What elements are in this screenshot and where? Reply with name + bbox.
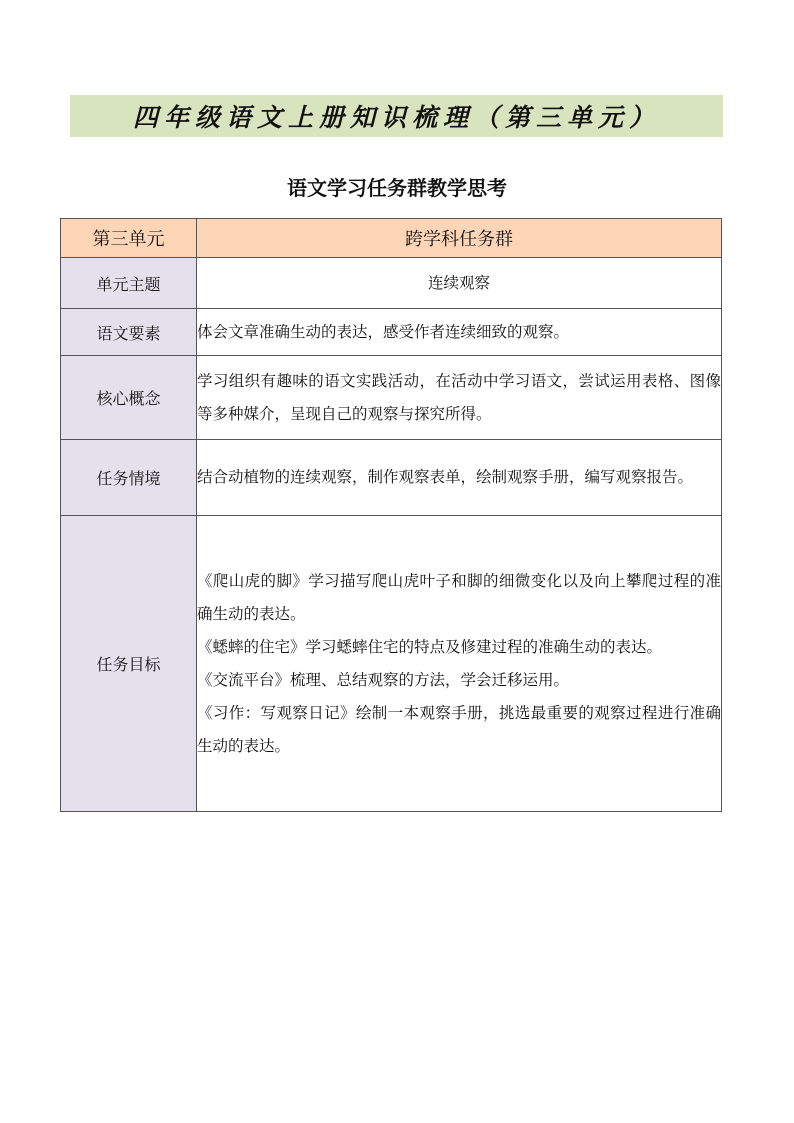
page-subtitle: 语文学习任务群教学思考 xyxy=(287,176,507,200)
theme-value: 连续观察 xyxy=(197,258,722,309)
task-table xyxy=(60,218,722,812)
theme-label: 单元主题 xyxy=(61,258,197,309)
situation-label: 任务情境 xyxy=(61,440,197,516)
element-value: 体会文章准确生动的表达，感受作者连续细致的观察。 xyxy=(197,309,722,356)
element-label: 语文要素 xyxy=(61,309,197,356)
goal-item: 《交流平台》梳理、总结观察的方法，学会迁移运用。 xyxy=(197,670,570,689)
table-row-element xyxy=(61,309,722,356)
table-row-concept xyxy=(61,356,722,440)
goal-item: 《蟋蟀的住宅》学习蟋蟀住宅的特点及修建过程的准确生动的表达。 xyxy=(197,637,663,656)
header-unit-label: 第三单元 xyxy=(61,219,197,258)
goals-label: 任务目标 xyxy=(61,516,197,812)
goals-list xyxy=(197,516,722,812)
concept-value: 学习组织有趣味的语文实践活动，在活动中学习语文，尝试运用表格、图像等多种媒介，呈现自己的观察与探究所得。 xyxy=(197,356,722,440)
goal-item: 《习作：写观察日记》绘制一本观察手册，挑选最重要的观察过程进行准确生动的表达。 xyxy=(197,703,721,755)
header-task-group: 跨学科任务群 xyxy=(197,219,722,258)
banner-title: 四年级语文上册知识梳理（第三单元） xyxy=(70,95,723,137)
table-row-goals xyxy=(61,516,722,812)
table-row-theme xyxy=(61,258,722,309)
table-row-situation xyxy=(61,440,722,516)
concept-label: 核心概念 xyxy=(61,356,197,440)
table-header-row xyxy=(61,219,722,258)
goal-item: 《爬山虎的脚》学习描写爬山虎叶子和脚的细微变化以及向上攀爬过程的准确生动的表达。 xyxy=(197,571,721,623)
situation-value: 结合动植物的连续观察，制作观察表单，绘制观察手册，编写观察报告。 xyxy=(197,440,722,516)
